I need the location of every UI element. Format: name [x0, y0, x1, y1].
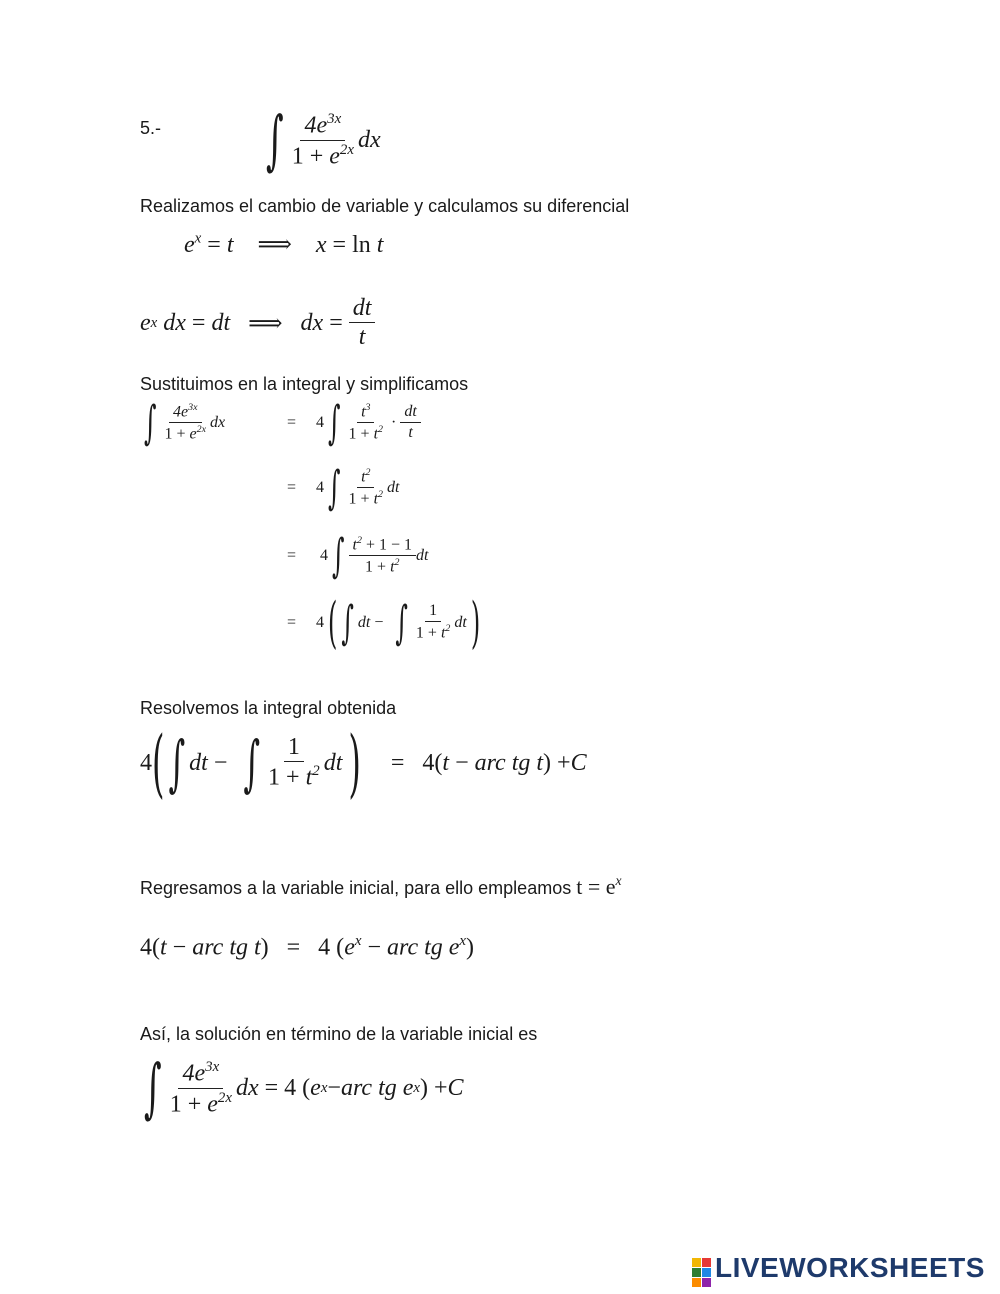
dx-label: dx [357, 127, 381, 154]
step-back-substitute-text: Regresamos a la variable inicial, para ello empleamos [140, 877, 572, 898]
derivation-line-3: = 4 ∫ $\frac{t^2 + 1 - 1}{1 + t^2}$ dt [287, 529, 429, 583]
main-integral: ∫ $\frac{4e^{3x}}{1 + e^{2x}}$ dx [266, 102, 381, 179]
step-substitute: Sustituimos en la integral y simplificamos [140, 374, 469, 394]
liveworksheets-logo [692, 1252, 985, 1287]
derivation-line-1: ∫ $\frac{4e^{3x}}{1 + e^{2x}}$ dx [144, 396, 226, 450]
back-substitution-equation: 4(t − arc tg t) = 4 ($e^x$ − arc tg $e^x$) [140, 933, 475, 961]
solved-integral: 4 ( ∫ dt − ∫ $\frac{1}{1 + t^2}$ dt ) = 4( t − arc tg t ) + C [140, 719, 587, 807]
derivation-line-2: = 4 ∫ $\frac{t^2}{1 + t^2}$ dt [287, 461, 400, 515]
logo-mark-icon [692, 1258, 711, 1287]
derivation-rhs-1: = 4 ∫ $\frac{t^3}{1 + t^2}$ · $\frac{dt}{t}$ [287, 403, 421, 443]
logo-text: LIVEWORKSHEETS [715, 1252, 985, 1283]
differential-equation: e x dx = dt ⟹ dx = $\frac{dt}{t}$ [140, 296, 375, 350]
step-solve: Resolvemos la integral obtenida [140, 698, 397, 718]
integral-sign: ∫ [266, 102, 284, 179]
final-result: ∫ $\frac{4e^{3x}}{1 + e^{2x}}$ dx = 4 ( e x − arc tg e x ) + C [144, 1050, 464, 1127]
step-change-variable: Realizamos el cambio de variable y calculamos su diferencial [140, 196, 630, 216]
step-conclusion: Así, la solución en término de la variable inicial es [140, 1024, 538, 1044]
substitution-equation: $e^x = t$ ⟹ x = ln t [184, 230, 384, 258]
problem-number: 5.- [140, 118, 162, 138]
step-back-substitute: Regresamos a la variable inicial, para ello empleamos $t = e^x$ [140, 873, 622, 899]
derivation-line-4: = 4 ( ∫ dt − ∫ $\frac{1}{1 + t^2}$ dt ) [287, 590, 481, 655]
